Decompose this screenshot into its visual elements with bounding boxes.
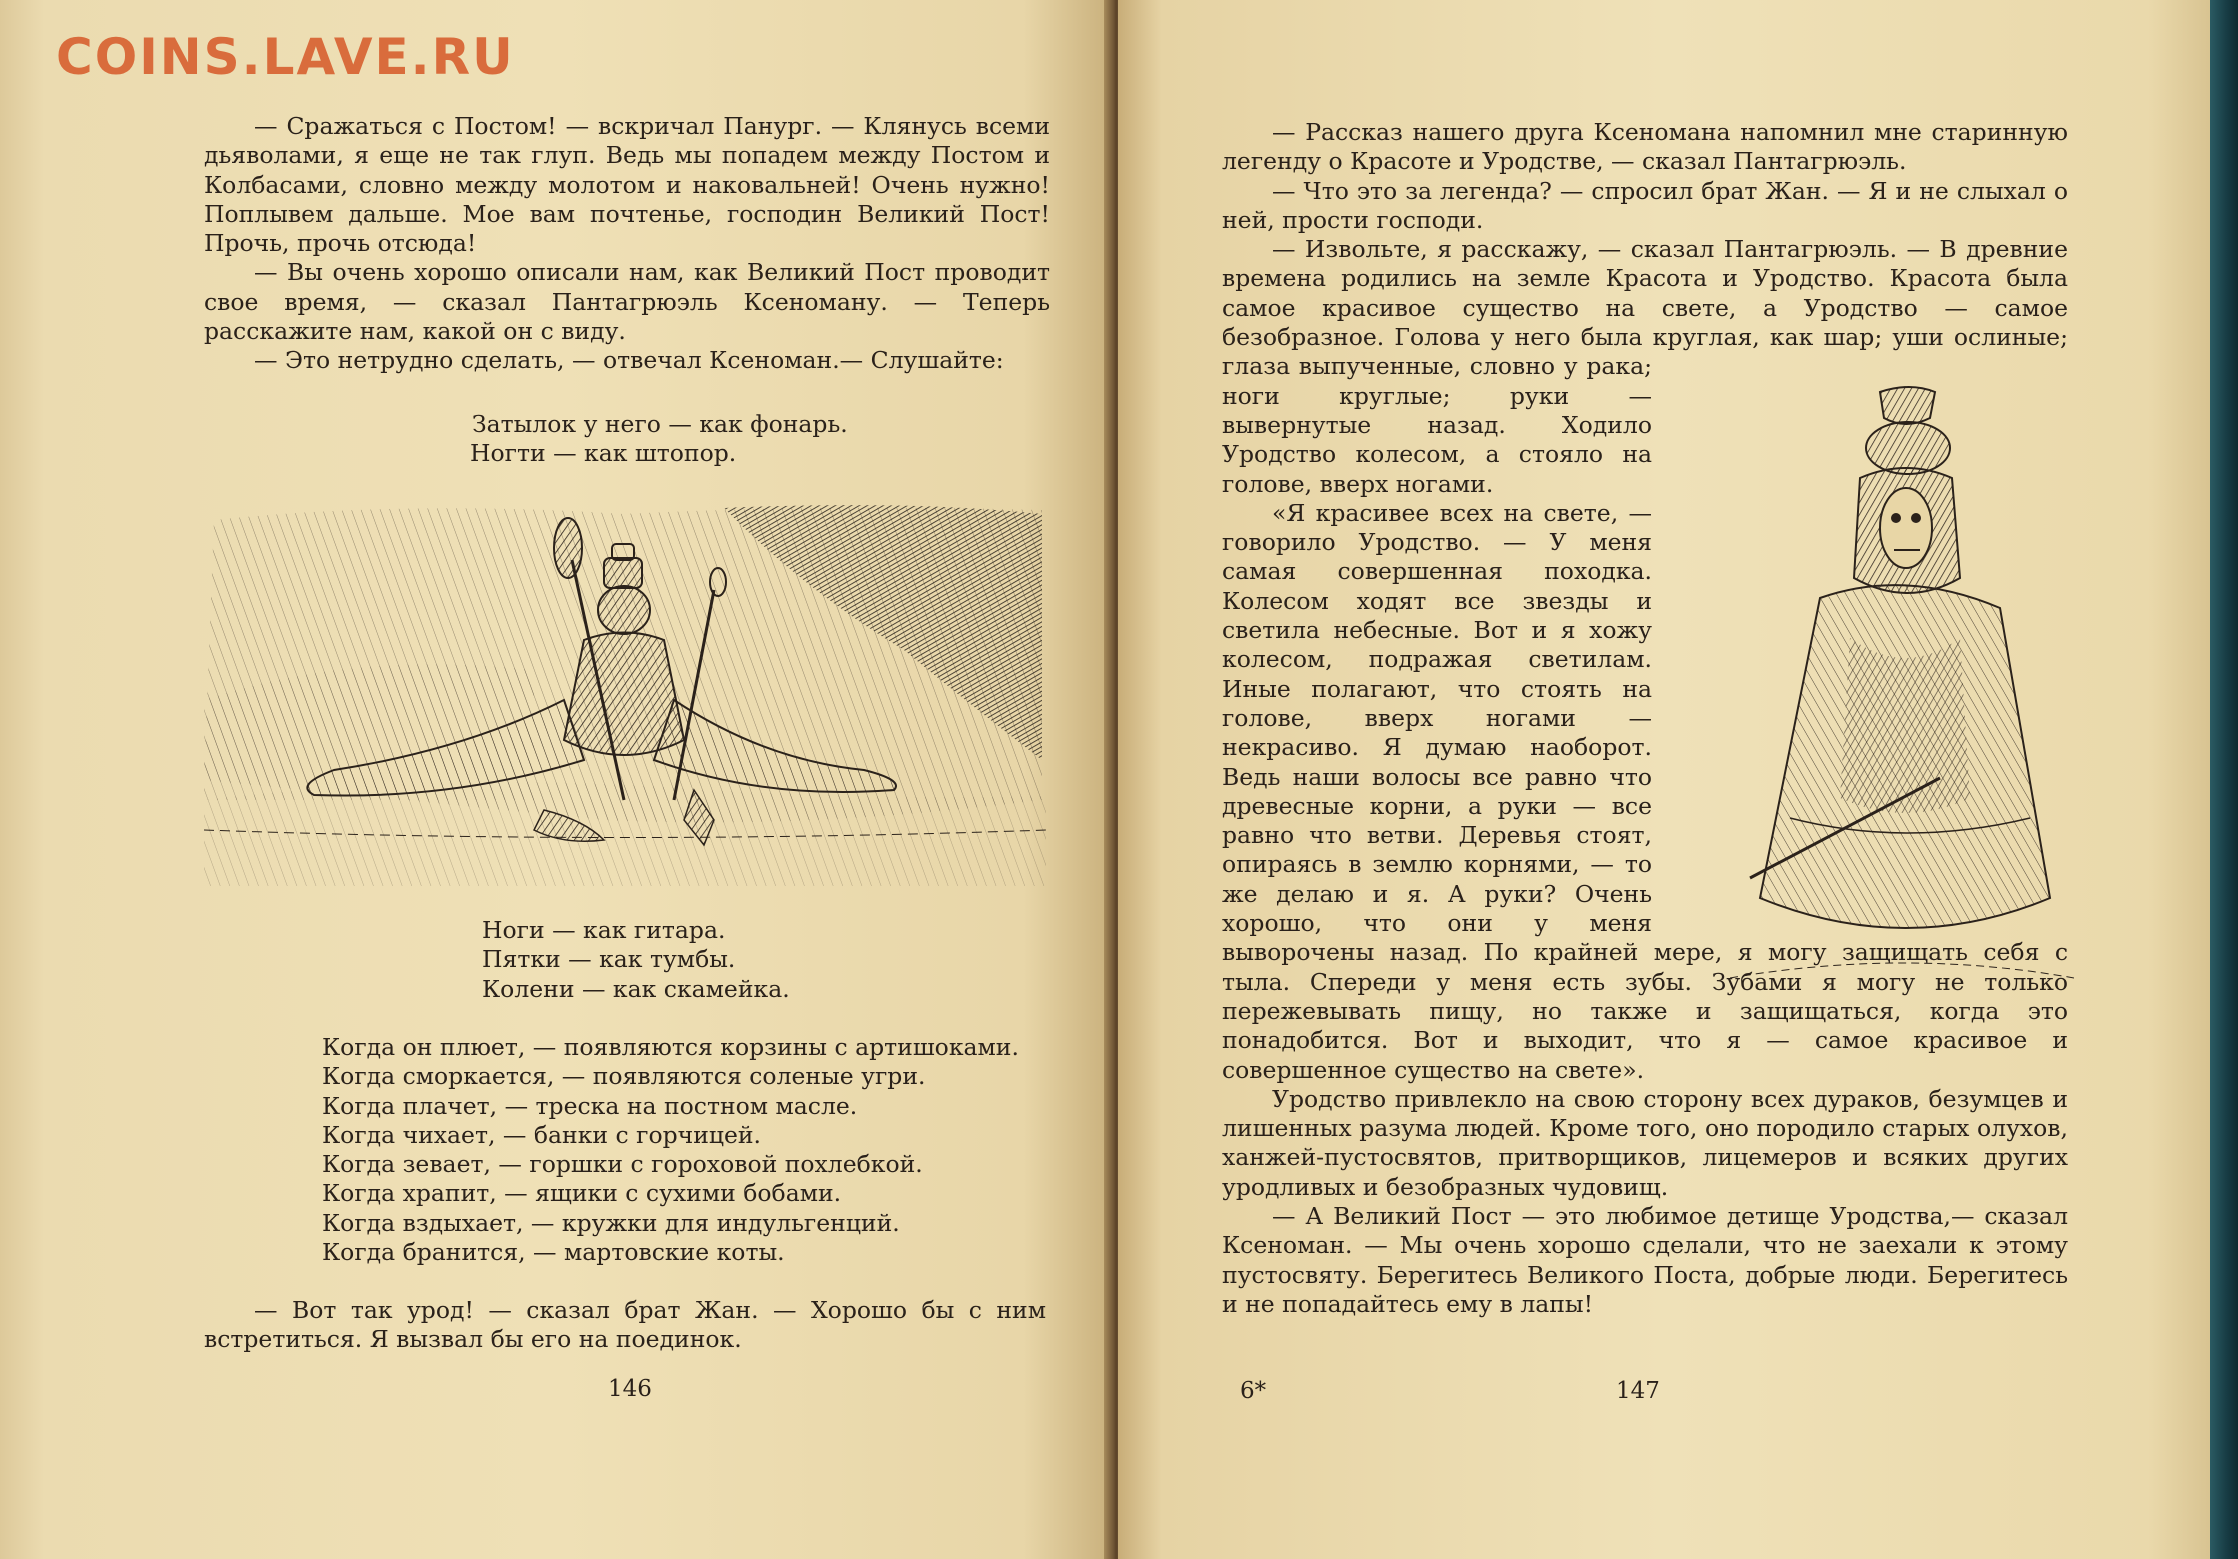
verse-line: Ноги — как гитара. [482, 916, 726, 944]
verse-block-2 [482, 916, 790, 1004]
engraving-lent-figure [204, 500, 1046, 886]
verse-line: Когда зевает, — горшки с гороховой похлебкой. [322, 1150, 923, 1179]
paragraph: — Извольте, я расскажу, — сказал Пантагрюэль. — В древние времена родились на земле Красота и Уродство. Красота была самое красивое существо на свете, а Уродство — самое безобразное. Голова у него была круглая, как шар; уши ослиные; глаза выпученные, словно у рака; ноги круглые; руки — вывернутые назад. Ходило Уродство колесом, а стояло на голове, вверх ногами. [1222, 235, 2068, 498]
book-cover-edge [2210, 0, 2238, 1559]
left-closing-text [204, 1296, 1046, 1355]
page-number-right: 147 [1616, 1378, 1660, 1404]
verse-line: Колени — как скамейка. [482, 974, 790, 1003]
paragraph: — Вот так урод! — сказал брат Жан. — Хорошо бы с ним встретиться. Я вызвал бы его на поединок. [204, 1296, 1046, 1354]
verse-line: Затылок у него — как фонарь. [472, 410, 848, 438]
paragraph: — Рассказ нашего друга Ксеномана напомнил мне старинную легенду о Красоте и Уродстве, — сказал Пантагрюэль. [1222, 118, 2068, 176]
paragraph: «Я красивее всех на свете, — говорило Уродство. — У меня самая совершенная походка. Колесом ходят все звезды и светила небесные. Вот и я хожу колесом, подражая светилам. Иные полагают, что стоять на голове, вверх ногами — некрасиво. Я думаю наоборот. Ведь наши волосы все равно что древесные корни, а руки — все равно что ветви. Деревья стоят, опираясь в землю корнями, — то же делаю и я. А руки? Очень хорошо, что они у меня выворочены назад. По крайней мере, я могу защищать себя с тыла. Спереди у меня есть зубы. Зубами я могу не только пережевывать пищу, но также и защищаться, когда это понадобится. Вот и выходит, что я — самое красивое и совершенное существо на свете». [1222, 498, 2068, 1084]
verse-line: Когда храпит, — ящики с сухими бобами. [322, 1179, 842, 1208]
paragraph: — Это нетрудно сделать, — отвечал Ксеноман.— Слушайте: [254, 346, 1004, 375]
paragraph: — А Великий Пост — это любимое детище Уродства,— сказал Ксеноман. — Мы очень хорошо сделали, что не заехали к этому пустосвяту. Берегитесь Великого Поста, добрые люди. Берегитесь и не попадайтесь ему в лапы! [1222, 1201, 2068, 1318]
engraving-ugliness-figure [1730, 378, 2074, 990]
verse-line: Ногти — как штопор. [470, 439, 737, 468]
paragraph: — Сражаться с Постом! — вскричал Панург. — Клянусь всеми дьяволами, я еще не так глуп. Ведь мы попадем между Постом и Колбасами, словно между молотом и наковальней! Очень нужно! Поплывем дальше. Мое вам почтенье, господин Великий Пост! Прочь, прочь отсюда! [204, 112, 1050, 258]
verse-line: Когда плачет, — треска на постном масле. [322, 1091, 858, 1120]
verse-line: Пятки — как тумбы. [482, 945, 736, 974]
page-number-left: 146 [608, 1376, 652, 1402]
verse-line: Когда чихает, — банки с горчицей. [322, 1120, 762, 1149]
verse-block-3 [322, 1033, 1019, 1267]
verse-line: Когда вздыхает, — кружки для индульгенций. [322, 1208, 900, 1237]
verse-line: Когда сморкается, — появляются соленые угри. [322, 1062, 926, 1091]
watermark: COINS.LAVE.RU [56, 28, 515, 86]
verse-line: Когда он плюет, — появляются корзины с артишоками. [322, 1033, 1019, 1061]
signature-mark: 6* [1240, 1378, 1267, 1404]
verse-block-1 [472, 410, 848, 469]
engraving-image [204, 500, 1046, 886]
paragraph: — Вы очень хорошо описали нам, как Великий Пост проводит свое время, — сказал Пантагрюэль Ксеноману. — Теперь расскажите нам, какой он с виду. [204, 258, 1050, 346]
left-opening-text [204, 112, 1050, 376]
right-page [1118, 0, 2214, 1559]
verse-line: Когда бранится, — мартовские коты. [322, 1238, 785, 1267]
paragraph: Уродство привлекло на свою сторону всех дураков, безумцев и лишенных разума людей. Кроме того, оно породило старых олухов, ханжей-пустосвятов, притворщиков, лицемеров и всяких других уродливых и безобразных чудовищ. [1222, 1084, 2068, 1201]
engraving-image [1730, 378, 2074, 990]
paragraph: — Что это за легенда? — спросил брат Жан. — Я и не слыхал о ней, прости господи. [1222, 176, 2068, 234]
left-page [0, 0, 1112, 1559]
